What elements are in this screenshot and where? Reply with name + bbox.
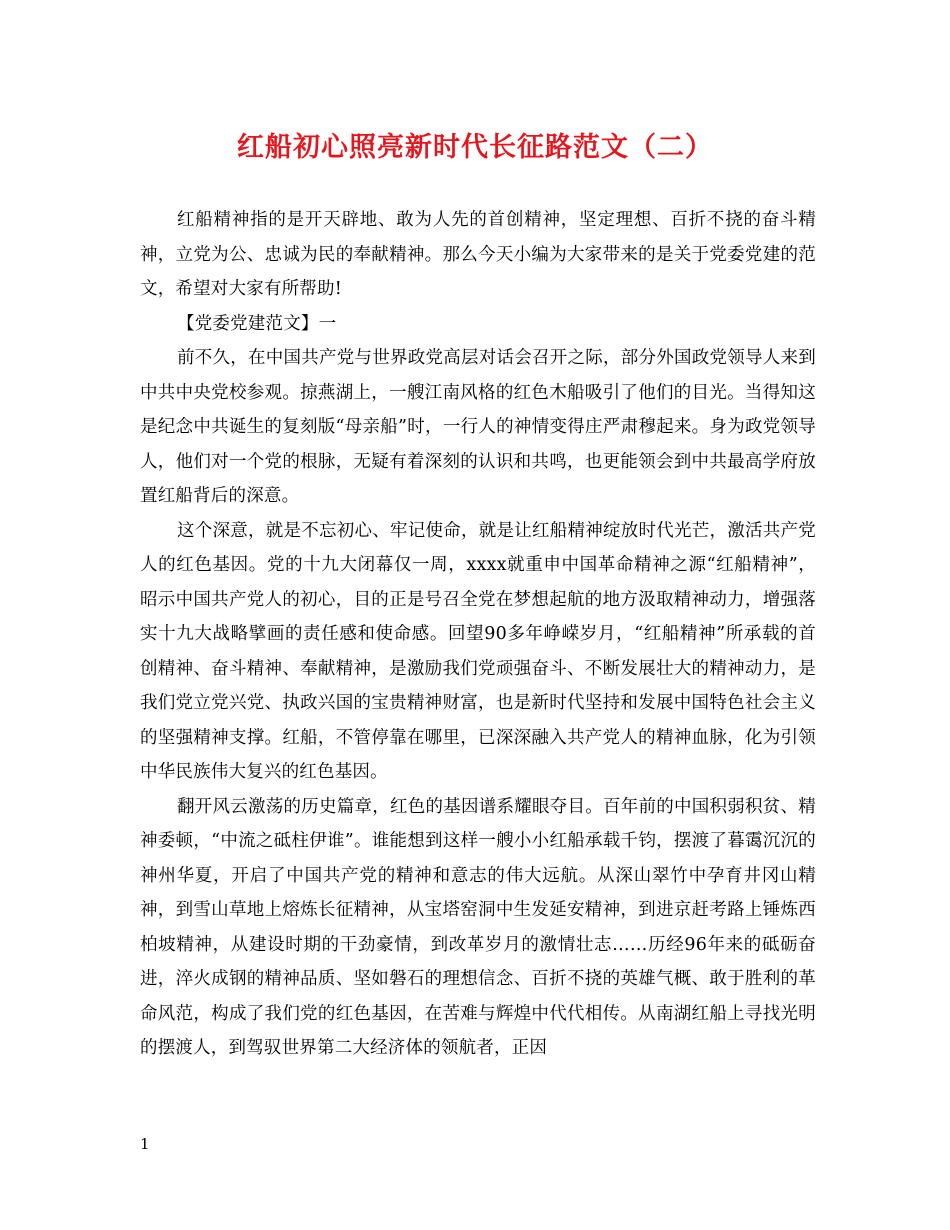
paragraph: 这个深意，就是不忘初心、牢记使命，就是让红船精神绽放时代光芒，激活共产党人的红色基因。党的十九大闭幕仅一周，xxxx就重申中国革命精神之源“红船精神”，昭示中国共产党人的初心，目的正是号召全党在梦想起航的地方汲取精神动力，增强落实十九大战略擘画的责任感和使命感。回望90多年峥嵘岁月，“红船精神”所承载的首创精神、奋斗精神、奉献精神，是激励我们党顽强奋斗、不断发展壮大的精神动力，是我们党立党兴党、执政兴国的宝贵精神财富，也是新时代坚持和发展中国特色社会主义的坚强精神支撑。红船，不管停靠在哪里，已深深融入共产党人的精神血脉，化为引领中华民族伟大复兴的红色基因。 [140, 520, 816, 782]
paragraph: 红船精神指的是开天辟地、敢为人先的首创精神，坚定理想、百折不挠的奋斗精神，立党为公、忠诚为民的奉献精神。那么今天小编为大家带来的是关于党委党建的范文，希望对大家有所帮助! [140, 210, 816, 299]
paragraph: 前不久，在中国共产党与世界政党高层对话会召开之际，部分外国政党领导人来到中共中央党校参观。掠燕湖上，一艘江南风格的红色木船吸引了他们的目光。当得知这是纪念中共诞生的复刻版“母亲船”时，一行人的神情变得庄严肃穆起来。身为政党领导人，他们对一个党的根脉，无疑有着深刻的认识和共鸣，也更能领会到中共最高学府放置红船背后的深意。 [140, 348, 816, 506]
section-heading: 【党委党建范文】一 [177, 313, 337, 334]
document-body [140, 203, 816, 1066]
document-title: 红船初心照亮新时代长征路范文（二） [237, 132, 713, 163]
page-number: 1 [140, 1135, 150, 1153]
paragraph: 翻开风云激荡的历史篇章，红色的基因谱系耀眼夺目。百年前的中国积弱积贫、精神委顿，“中流之砥柱伊谁”。谁能想到这样一艘小小红船承载千钧，摆渡了暮霭沉沉的神州华夏，开启了中国共产党的精神和意志的伟大远航。从深山翠竹中孕育井冈山精神，到雪山草地上熔炼长征精神，从宝塔窑洞中生发延安精神，到进京赶考路上锤炼西柏坡精神，从建设时期的干劲豪情，到改革岁月的激情壮志……历经96年来的砥砺奋进，淬火成钢的精神品质、坚如磐石的理想信念、百折不挠的英雄气概、敢于胜利的革命风范，构成了我们党的红色基因，在苦难与辉煌中代代相传。从南湖红船上寻找光明的摆渡人，到驾驭世界第二大经济体的领航者，正因 [140, 796, 816, 1058]
